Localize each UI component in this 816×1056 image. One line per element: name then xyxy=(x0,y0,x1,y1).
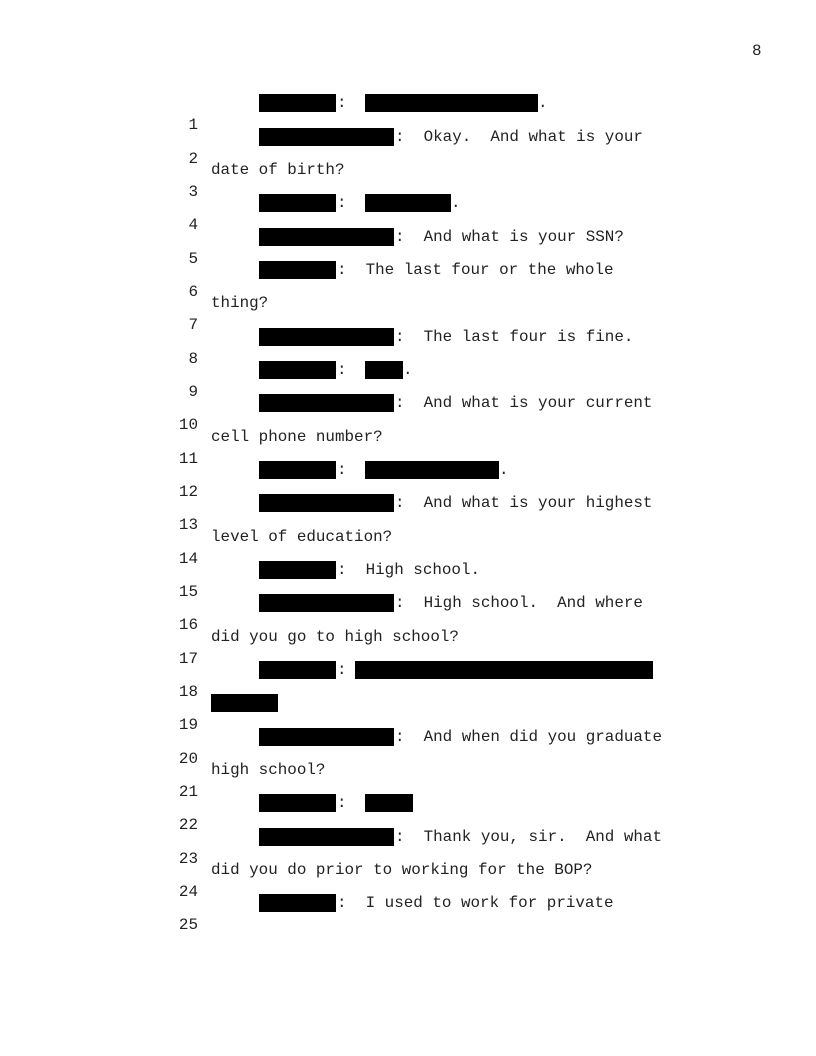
redaction-block xyxy=(259,894,336,912)
line-text: did you do prior to working for the BOP? xyxy=(211,861,593,879)
transcript-line-6 xyxy=(0,259,816,301)
transcript-line-11 xyxy=(0,426,816,468)
line-text: : And what is your current xyxy=(395,394,653,412)
transcript-line-23 xyxy=(0,826,816,868)
redaction-block xyxy=(259,361,336,379)
line-text: : The last four is fine. xyxy=(395,328,634,346)
line-number: 19 xyxy=(178,716,198,734)
line-number: 22 xyxy=(178,816,198,834)
line-text: cell phone number? xyxy=(211,428,383,446)
line-text: . xyxy=(403,361,413,379)
transcript-line-24 xyxy=(0,859,816,901)
redaction-block xyxy=(365,361,403,379)
transcript-line-15 xyxy=(0,559,816,601)
transcript-line-9 xyxy=(0,359,816,401)
line-number: 14 xyxy=(178,550,198,568)
line-text: : xyxy=(337,794,347,812)
line-number: 18 xyxy=(178,683,198,701)
line-number: 16 xyxy=(178,616,198,634)
page-number: 8 xyxy=(752,42,762,60)
redaction-block xyxy=(259,494,394,512)
redaction-block xyxy=(259,394,394,412)
line-text: : I used to work for private xyxy=(337,894,614,912)
transcript-line-10 xyxy=(0,392,816,434)
line-number: 8 xyxy=(188,350,198,368)
line-text: . xyxy=(451,194,461,212)
redaction-block xyxy=(365,94,538,112)
line-text: date of birth? xyxy=(211,161,345,179)
transcript-line-22 xyxy=(0,792,816,834)
line-number: 9 xyxy=(188,383,198,401)
transcript-line-2 xyxy=(0,126,816,168)
line-text: : xyxy=(337,94,347,112)
line-number: 15 xyxy=(178,583,198,601)
line-text: . xyxy=(538,94,548,112)
line-text: : And what is your highest xyxy=(395,494,653,512)
redaction-block xyxy=(365,194,451,212)
redaction-block xyxy=(259,461,336,479)
line-text: : Okay. And what is your xyxy=(395,128,643,146)
transcript-line-5 xyxy=(0,226,816,268)
line-text: level of education? xyxy=(211,528,393,546)
redaction-block xyxy=(259,194,336,212)
redaction-block xyxy=(365,794,413,812)
transcript-line-4 xyxy=(0,192,816,234)
redaction-block xyxy=(211,694,278,712)
redaction-block xyxy=(259,728,394,746)
redaction-block xyxy=(355,661,653,679)
line-text: : High school. xyxy=(337,561,481,579)
redaction-block xyxy=(259,594,394,612)
line-text: did you go to high school? xyxy=(211,628,459,646)
line-number: 23 xyxy=(178,850,198,868)
transcript-line-13 xyxy=(0,492,816,534)
line-text: : xyxy=(337,194,347,212)
line-text: : And what is your SSN? xyxy=(395,228,624,246)
line-number: 2 xyxy=(188,150,198,168)
transcript-line-20 xyxy=(0,726,816,768)
redaction-block xyxy=(259,228,394,246)
line-text: : xyxy=(337,661,347,679)
line-text: : xyxy=(337,461,347,479)
redaction-block xyxy=(365,461,499,479)
transcript-line-7 xyxy=(0,292,816,334)
transcript-line-25 xyxy=(0,892,816,934)
line-number: 7 xyxy=(188,316,198,334)
line-number: 20 xyxy=(178,750,198,768)
line-number: 3 xyxy=(188,183,198,201)
line-number: 5 xyxy=(188,250,198,268)
line-number: 4 xyxy=(188,216,198,234)
line-text: thing? xyxy=(211,294,269,312)
line-number: 21 xyxy=(178,783,198,801)
redaction-block xyxy=(259,94,336,112)
transcript-line-21 xyxy=(0,759,816,801)
line-number: 25 xyxy=(178,916,198,934)
line-number: 10 xyxy=(178,416,198,434)
transcript-line-14 xyxy=(0,526,816,568)
line-text: high school? xyxy=(211,761,326,779)
redaction-block xyxy=(259,828,394,846)
line-number: 6 xyxy=(188,283,198,301)
transcript-line-8 xyxy=(0,326,816,368)
redaction-block xyxy=(259,128,394,146)
transcript-line-18 xyxy=(0,659,816,701)
line-text: : The last four or the whole xyxy=(337,261,614,279)
line-number: 1 xyxy=(188,116,198,134)
line-text: . xyxy=(499,461,509,479)
line-text: : And when did you graduate xyxy=(395,728,663,746)
redaction-block xyxy=(259,794,336,812)
transcript-line-17 xyxy=(0,626,816,668)
transcript-line-19 xyxy=(0,692,816,734)
line-text: : Thank you, sir. And what xyxy=(395,828,663,846)
line-text: : High school. And where xyxy=(395,594,643,612)
transcript-line-12 xyxy=(0,459,816,501)
line-number: 13 xyxy=(178,516,198,534)
redaction-block xyxy=(259,661,336,679)
transcript-line-1 xyxy=(0,92,816,134)
line-text: : xyxy=(337,361,347,379)
line-number: 12 xyxy=(178,483,198,501)
transcript-line-16 xyxy=(0,592,816,634)
transcript-line-3 xyxy=(0,159,816,201)
redaction-block xyxy=(259,561,336,579)
line-number: 11 xyxy=(178,450,198,468)
line-number: 24 xyxy=(178,883,198,901)
redaction-block xyxy=(259,261,336,279)
redaction-block xyxy=(259,328,394,346)
line-number: 17 xyxy=(178,650,198,668)
